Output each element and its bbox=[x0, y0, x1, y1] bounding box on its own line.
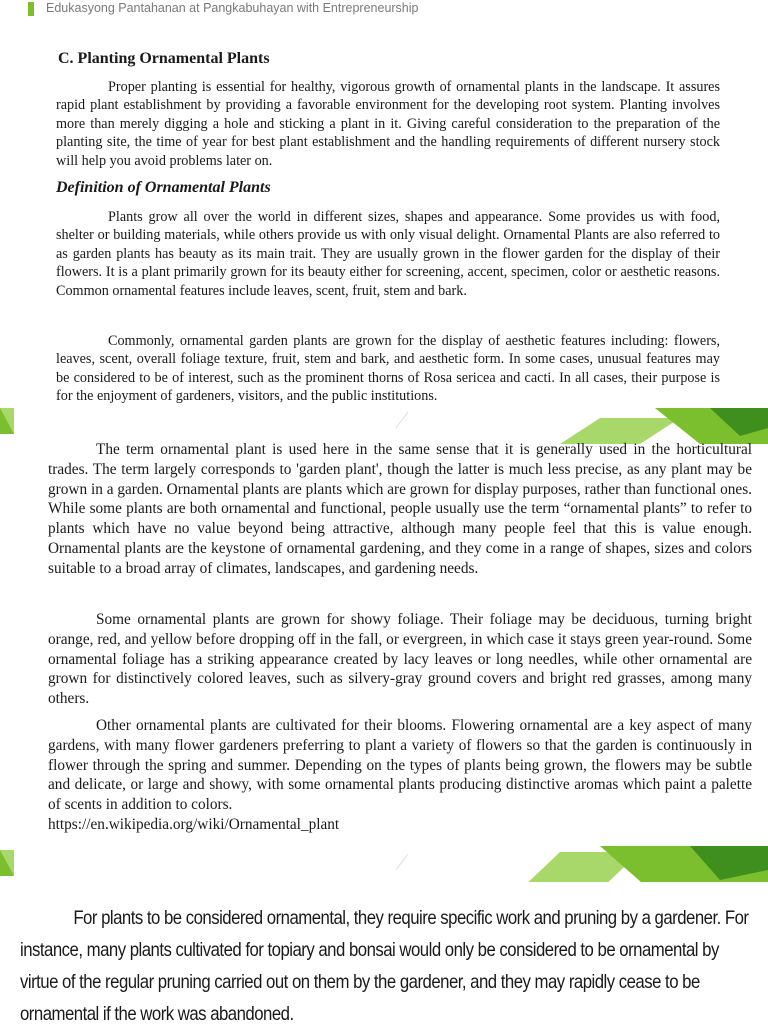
paragraph-term-ornamental bbox=[48, 440, 752, 579]
paragraph-aesthetic-features-text: Commonly, ornamental garden plants are grown for the display of aesthetic features including: flowers, leaves, scent, overall foliage texture, fruit, stem and bark, and aesthetic form. In some cases, unusual features may be considered to be of interest, such as the prominent thorns of Rosa sericea and cacti. In all cases, their purpose is for the enjoyment of gardeners, visitors, and the public institutions. bbox=[56, 333, 720, 405]
paragraph-aesthetic-features bbox=[56, 332, 720, 406]
document-header bbox=[0, 0, 768, 22]
paragraph-definition-text: Plants grow all over the world in different sizes, shapes and appearance. Some provides us with food, shelter or building materials, while others provide us with only visual delight. Ornamental Plants are also referred to as garden plants has beauty as its main trait. They are usually grown in the flower garden for the display of their flowers. It is a plant primarily grown for its beauty either for screening, accent, specimen, color or aesthetic reasons. Common ornamental features include leaves, scent, fruit, stem and bark. bbox=[56, 209, 720, 299]
slide-separator-band bbox=[0, 408, 768, 444]
section-title: C. Planting Ornamental Plants bbox=[58, 50, 270, 67]
paragraph-planting-text: Proper planting is essential for healthy, vigorous growth of ornamental plants in the landscape. It assures rapid plant establishment by providing a favorable environment for the developing root system. Planting involves more than merely digging a hole and sticking a plant in it. Giving careful consideration to the preparation of the planting site, the time of year for best plant establishment and the handling requirements of different nursery stock will help you avoid problems later on. bbox=[56, 79, 720, 169]
paragraph-term-ornamental-text: The term ornamental plant is used here in the same sense that it is generally used in the horticultural trades. The term largely corresponds to 'garden plant', though the latter is much less precise, as any plant may be grown in a garden. Ornamental plants are plants which are grown for display purposes, rather than functional ones. While some plants are both ornamental and functional, people usually use the term “ornamental plants” to refer to plants which have no value beyond being attractive, although many people feel that this is value enough. Ornamental plants are the keystone of ornamental gardening, and they come in a range of shapes, sizes and colors suitable to a broad array of climates, landscapes, and gardening needs. bbox=[48, 441, 752, 577]
subheading-definition: Definition of Ornamental Plants bbox=[56, 179, 271, 196]
paragraph-pruning-text: For plants to be considered ornamental, they require specific work and pruning by a gardener. For instance, many plants cultivated for topiary and bonsai would only be considered to be ornamental by virtue of the regular pruning carried out on them by the gardener, and they may rapidly cease to be ornamental if the work was abandoned. bbox=[20, 907, 749, 1025]
paragraph-foliage-text: Some ornamental plants are grown for showy foliage. Their foliage may be deciduous, turning bright orange, red, and yellow before dropping off in the fall, or evergreen, in which case it stays green year-round. Some ornamental foliage has a striking appearance created by lacy leaves or long needles, while other ornamental are grown for distinctively colored leaves, such as silvery-gray ground covers and bright red grasses, among many others. bbox=[48, 611, 752, 708]
paragraph-definition bbox=[56, 208, 720, 300]
paragraph-planting bbox=[56, 78, 720, 170]
paragraph-blooms bbox=[48, 716, 752, 835]
paragraph-pruning bbox=[20, 902, 751, 1030]
green-arrow-decoration bbox=[0, 408, 768, 444]
paragraph-blooms-text: Other ornamental plants are cultivated for their blooms. Flowering ornamental are a key aspect of many gardens, with many flower gardeners preferring to plant a variety of flowers so that the garden is continuously in flower through the spring and summer. Depending on the types of plants being grown, the flowers may be subtle and delicate, or large and showy, with some ornamental plants producing distinctive aromas which paint a palette of scents in addition to colors. bbox=[48, 717, 752, 814]
green-arrow-decoration-2 bbox=[0, 846, 768, 882]
header-accent-bar bbox=[28, 2, 34, 16]
paragraph-foliage bbox=[48, 610, 752, 709]
slide-separator-band-2 bbox=[0, 846, 768, 882]
document-header-title: Edukasyong Pantahanan at Pangkabuhayan with Entrepreneurship bbox=[46, 1, 419, 15]
source-url: https://en.wikipedia.org/wiki/Ornamental_plant bbox=[48, 815, 340, 833]
